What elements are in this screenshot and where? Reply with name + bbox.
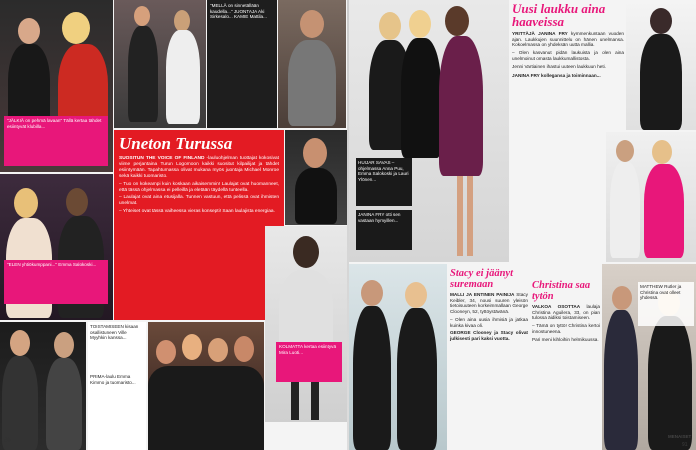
story-laukku-lead: YRITTÄJÄ JANINA FRY	[512, 31, 568, 36]
section-label: MENAISET	[668, 434, 692, 439]
story-laukku-headline: Uusi laukku aina haaveissa	[512, 1, 606, 29]
story-laukku-p2: – Olen kasvanut pidän laukuista ja olen aina unelmoinut omasta laukkumallistosta.	[512, 50, 624, 61]
caption-mid: JANINA FRY kollegansa ja toiminnaan...	[512, 73, 601, 79]
story-laukku-p1: kymmenkuntaan vuoden ajan. Laukkujen suunnittelu on hänen unelmansa. Kokoelmassa on yhdeksän uutta mallia.	[512, 31, 625, 48]
main-paragraph-3: – Laulajat ovat aina etusijalla. Tunnen vastuun, että pelissä ovat ihmisten unelmat.	[119, 195, 279, 207]
photo-right-mid	[285, 130, 347, 225]
story-laukku-p3: Jenni Vartiainen ihastui uuteen laukkuun heti.	[512, 63, 606, 69]
photo-mid-far-right	[606, 132, 696, 262]
main-article	[114, 130, 284, 320]
main-lead: SUOSITUN THE VOICE OF FINLAND	[119, 156, 205, 161]
main-headline: Uneton Turussa	[119, 134, 233, 153]
photo-right-lower	[265, 226, 347, 422]
caption-bottom-mid: PRIMA-laulu Emma Kimmo ja tuomaristo...	[88, 372, 146, 422]
story-stacy-p3: GEORGE Clooney ja Stacy olivat julkisesti pari kaksi vuotta.	[450, 330, 528, 341]
story-stacy-p2: – Olen aina uusia ihmisiä ja jatkaa kuinka kivaa oli.	[450, 316, 528, 328]
story-christina-headline: Christina saa tytön	[532, 280, 591, 302]
caption-left-mid: "ELEN yhtiökumppani..." Emma Salokoski...	[4, 260, 108, 304]
story-stacy-headline: Stacy ei jäänyt suremaan	[450, 268, 513, 290]
photo-top-center	[114, 0, 206, 128]
photo-clooney	[349, 264, 447, 450]
photo-bottom-group	[148, 322, 264, 450]
caption-hero: HUIJAR SAVAS – ohjelmassa Anna Puu, Emma Salokoski ja Lauri Ylönen...	[356, 158, 412, 206]
photo-top-right	[278, 0, 346, 128]
story-stacy	[450, 268, 528, 450]
story-christina	[532, 280, 600, 450]
caption-top-left: "JÄLKIÄ on pehmä lavaan" Tällä kertaa tähdet esiintyvät klubilla...	[4, 116, 108, 166]
photo-top-far-right	[626, 0, 696, 130]
story-christina-p3: Pari meni kihloihin helmikuussa.	[532, 336, 599, 342]
story-christina-p1: laulaja Christina Aguilera, 33, on pian tulossa äidiksi toistamiseen.	[532, 304, 600, 321]
main-paragraph-2: – Tuo on kokeampi kuin koskaan aikaisemmin! Laulajat ovat huomanneet, että tässä ohjelmassa ei pelleillä ja eletään täydellä tunteella.	[119, 181, 279, 193]
caption-bottom-left: TOISTAMISEEN kisaan osallistuneen Ville Myyhkin kanssa...	[88, 322, 146, 450]
caption-bottom-right: KOLMATTA kertaa esiintyvä Mira Luoti...	[276, 342, 342, 382]
story-christina-lead: VALKOA OSOTTAA	[532, 304, 581, 309]
page-number-left: 90	[4, 438, 11, 444]
story-stacy-p1: Stacy Keibler, 34, nousi suuren yleisön tietoisuuteen korkeimmallaan George Clooneyn, 52, tyttöystävänä.	[450, 292, 528, 315]
main-paragraph-1: -lauluohjelman tuottajat kokosivat viime perjantaina Turun Logomoon kaikki suositut kilpailijat ja tähdet esiintymään. Tapahtumassa olivat mukana myös juontaja Michael Monroe sekä kaikki tuomaristo.	[119, 156, 279, 179]
caption-far-right: MATTHEW Rutler ja Christina ovat olleet yhdessä.	[638, 282, 694, 326]
story-stacy-lead: MALLI JA ENTINEN PAINIJA	[450, 292, 515, 297]
page-number-right: 91	[682, 442, 688, 448]
story-christina-p2: – Tämä on tyttö! Christina kertoi innostuneena.	[532, 323, 600, 334]
caption-hero-side: JANINA FRY otti sen vastaan hymyillen...	[356, 210, 412, 250]
photo-bottom-left	[0, 322, 86, 450]
main-paragraph-4: – Yhteiset ovat tässä vaiheessa vieras konsepti! Saan laulajista energiaa.	[119, 209, 275, 215]
caption-top-mid: "MELLÄ on sinnetällään kaudella..." JUONTAJA Aki Sirkesalo... KAMIE Mattila...	[207, 0, 277, 128]
